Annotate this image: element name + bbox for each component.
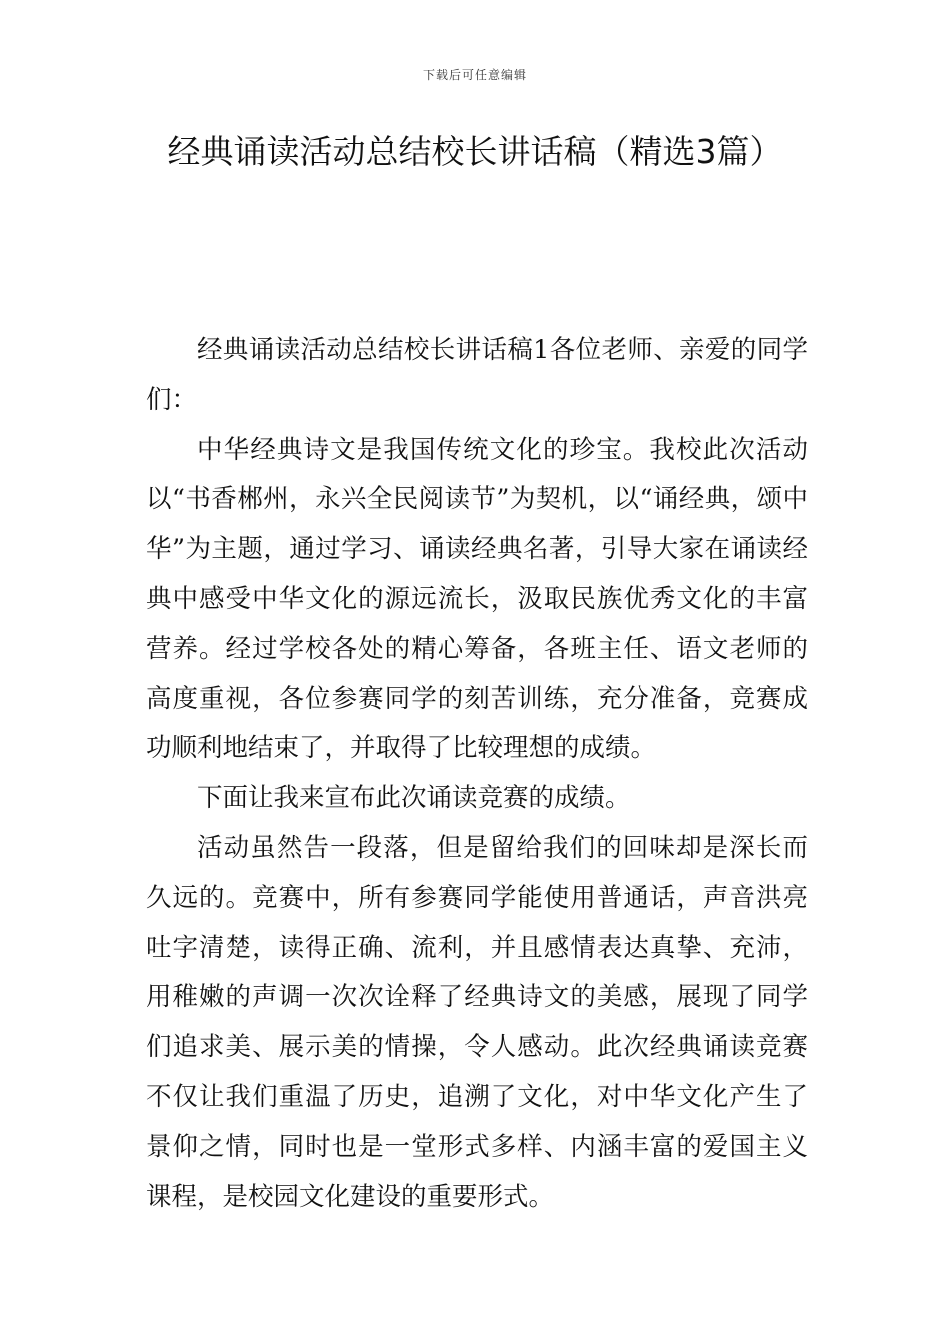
paragraph-introduction: 中华经典诗文是我国传统文化的珍宝。我校此次活动以“书香郴州，永兴全民阅读节”为契机，以“诵经典，颂中华”为主题，通过学习、诵读经典名著，引导大家在诵读经典中感受中华文化的源远流长，汲取民族优秀文化的丰富营养。经过学校各处的精心筹备，各班主任、语文老师的高度重视，各位参赛同学的刻苦训练，充分准备，竞赛成功顺利地结束了，并取得了比较理想的成绩。	[146, 434, 808, 764]
document-body	[146, 326, 808, 1222]
document-title: 经典诵读活动总结校长讲话稿（精选3篇）	[167, 132, 783, 171]
header-note: 下载后可任意编辑	[422, 68, 527, 82]
paragraph-reflection: 活动虽然告一段落，但是留给我们的回味却是深长而久远的。竞赛中，所有参赛同学能使用普通话，声音洪亮吐字清楚，读得正确、流利，并且感情表达真挚、充沛，用稚嫩的声调一次次诠释了经典诗文的美感，展现了同学们追求美、展示美的情操，令人感动。此次经典诵读竞赛不仅让我们重温了历史，追溯了文化，对中华文化产生了景仰之情，同时也是一堂形式多样、内涵丰富的爱国主义课程，是校园文化建设的重要形式。	[146, 832, 808, 1212]
paragraph-greeting: 经典诵读活动总结校长讲话稿1各位老师、亲爱的同学们：	[146, 335, 808, 415]
paragraph-announcement: 下面让我来宣布此次诵读竞赛的成绩。	[197, 783, 631, 814]
